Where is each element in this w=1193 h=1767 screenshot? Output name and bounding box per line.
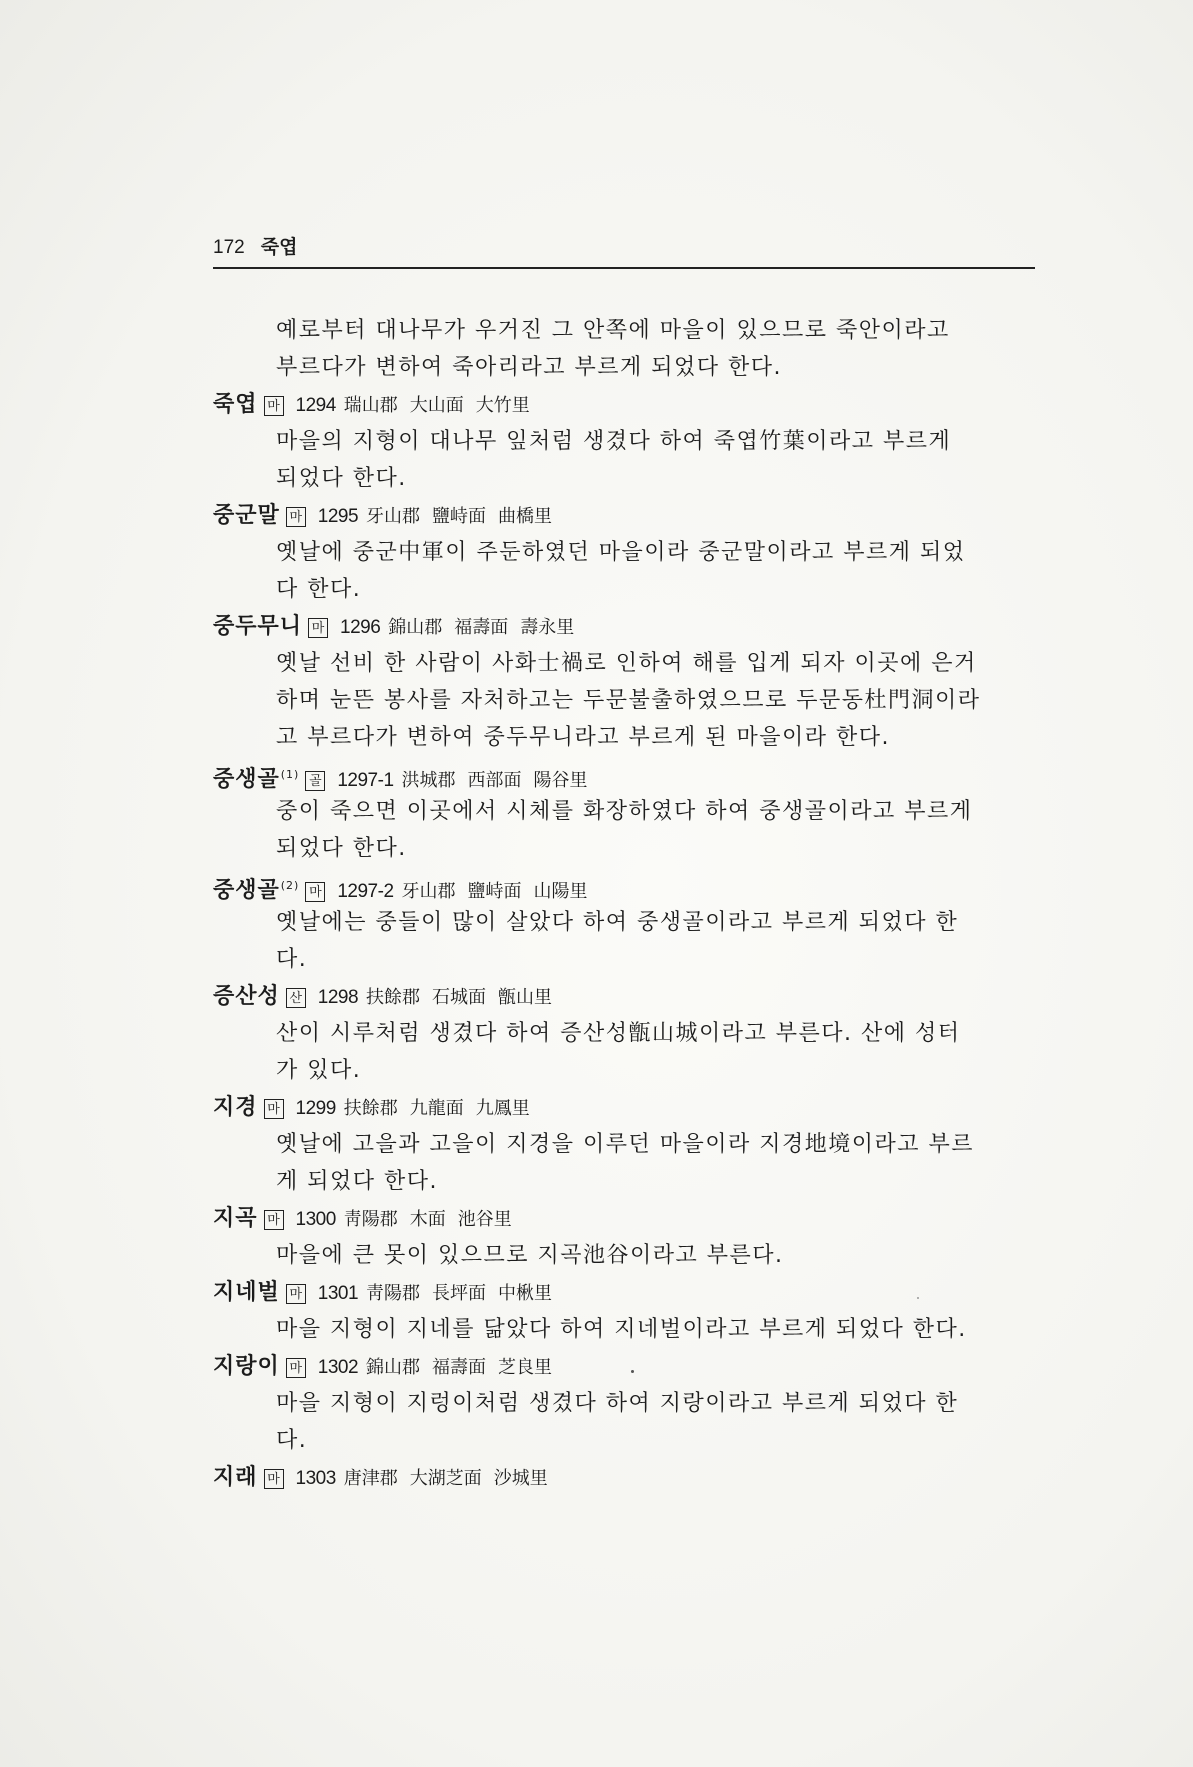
entry-headword-line (213, 978, 1035, 1015)
text-line: 옛날에 중군中軍이 주둔하였던 마을이라 중군말이라고 부르게 되었 (276, 540, 966, 565)
entry-number: 1303 (295, 1468, 336, 1489)
entry-county: 扶餘郡 (343, 1098, 398, 1119)
entry-name (213, 767, 299, 792)
entry-county: 瑞山郡 (343, 395, 398, 416)
entry-township: 木面 (409, 1209, 446, 1230)
entry-kind-box: 마 (308, 618, 328, 638)
entry-township: 石城面 (432, 987, 487, 1008)
entry-village: 大竹里 (475, 395, 530, 416)
entry-name (213, 503, 280, 528)
text-line: 옛날에 고을과 고을이 지경을 이루던 마을이라 지경地境이라고 부르 (276, 1132, 975, 1157)
text-line: 중이 죽으면 이곳에서 시체를 화장하였다 하여 중생골이라고 부르게 (276, 799, 973, 824)
entry-kind-box: 마 (286, 1358, 306, 1378)
entry-description (213, 1311, 1035, 1348)
entry-township: 鹽峙面 (467, 881, 522, 902)
entry-village: 陽谷里 (533, 770, 588, 791)
entry-headword-line (213, 497, 1035, 534)
entry-kind-box: 마 (286, 507, 306, 527)
text-line: 다. (276, 1428, 308, 1453)
entry-name-text: 지곡 (213, 1206, 258, 1231)
entry (213, 1348, 1035, 1459)
page-header (213, 233, 1035, 269)
entry (213, 608, 1035, 756)
entry-county: 洪城郡 (401, 770, 456, 791)
entry-headword-line (213, 756, 1035, 793)
entry-kind-box: 마 (264, 1210, 284, 1230)
text-line: 고 부르다가 변하여 중두무니라고 부르게 된 마을이라 한다. (276, 725, 890, 750)
text-line: 옛날 선비 한 사람이 사화士禍로 인하여 해를 입게 되자 이곳에 은거 (276, 651, 977, 676)
entry-county: 牙山郡 (366, 506, 421, 527)
entry-description (213, 1385, 1035, 1459)
running-title: 죽엽 (260, 236, 298, 258)
entry-township: 九龍面 (409, 1098, 464, 1119)
entry (213, 756, 1035, 867)
entry-headword-line (213, 1089, 1035, 1126)
entry-description (213, 793, 1035, 867)
text-line: 하며 눈뜬 봉사를 자처하고는 두문불출하였으므로 두문동杜門洞이라 (276, 688, 981, 713)
entry-township: 大湖芝面 (409, 1468, 482, 1489)
text-line: 마을 지형이 지렁이처럼 생겼다 하여 지랑이라고 부르게 되었다 한 (276, 1391, 959, 1416)
entry-name-text: 지래 (213, 1465, 258, 1490)
entry (213, 1274, 1035, 1348)
entries (213, 386, 1035, 1496)
entry-village: 山陽里 (533, 881, 588, 902)
entry-village: 曲橋里 (498, 506, 553, 527)
entry-description (213, 1126, 1035, 1200)
entry-village: 九鳳里 (475, 1098, 530, 1119)
entry-kind-box: 마 (305, 882, 325, 902)
entry-name (213, 614, 302, 639)
entry-name-text: 지경 (213, 1095, 258, 1120)
entry (213, 386, 1035, 497)
entry (213, 867, 1035, 978)
entry-kind-box: 마 (264, 1469, 284, 1489)
entry-variant-mark: (2) (280, 879, 300, 892)
entry-kind-box: 마 (264, 396, 284, 416)
entry-name-text: 중생골 (213, 878, 280, 903)
entry-township: 鹽峙面 (432, 506, 487, 527)
entry-variant-mark: (1) (280, 768, 300, 781)
page-number: 172 (213, 237, 245, 258)
text-line: 예로부터 대나무가 우거진 그 안쪽에 마을이 있으므로 죽안이라고 (276, 318, 950, 343)
text-line: 산이 시루처럼 생겼다 하여 증산성甑山城이라고 부른다. 산에 성터 (276, 1021, 961, 1046)
entry-number: 1296 (340, 617, 381, 638)
entry-name (213, 392, 258, 417)
entry-name-text: 중두무니 (213, 614, 303, 639)
entry-name (213, 878, 299, 903)
entry (213, 1459, 1035, 1496)
entry-county: 錦山郡 (366, 1357, 421, 1378)
entry-number: 1299 (295, 1098, 336, 1119)
entry (213, 497, 1035, 608)
entry-description (213, 1015, 1035, 1089)
entry-kind-box: 마 (264, 1099, 284, 1119)
entry-number: 1294 (295, 395, 336, 416)
entry-village: 壽永里 (520, 617, 575, 638)
entry-county: 錦山郡 (388, 617, 443, 638)
entry-village: 中楸里 (498, 1283, 553, 1304)
print-speck (917, 1297, 919, 1299)
entry-kind-box: 마 (286, 1284, 306, 1304)
entry-township: 長坪面 (432, 1283, 487, 1304)
text-line: 다 한다. (276, 577, 362, 602)
entry-headword-line (213, 608, 1035, 645)
entry-description (213, 534, 1035, 608)
entry-name-text: 중군말 (213, 503, 280, 528)
entry-number: 1295 (317, 506, 359, 527)
entry-description (213, 904, 1035, 978)
entry-headword-line (213, 867, 1035, 904)
entry-name-text: 지네벌 (213, 1280, 280, 1305)
text-line: 되었다 한다. (276, 466, 407, 491)
entry-county: 扶餘郡 (366, 987, 421, 1008)
entry-name-text: 증산성 (213, 984, 280, 1009)
entry-number: 1302 (317, 1357, 359, 1378)
entry-number: 1297-2 (337, 881, 394, 902)
entry-name-text: 지랑이 (213, 1354, 280, 1379)
entry-name (213, 1206, 258, 1231)
entry (213, 1200, 1035, 1274)
text-line: 마을에 큰 못이 있으므로 지곡池谷이라고 부른다. (276, 1243, 784, 1268)
entry-township: 西部面 (467, 770, 522, 791)
entry-village: 甑山里 (498, 987, 553, 1008)
entry-headword-line (213, 1200, 1035, 1237)
entry-county: 唐津郡 (343, 1468, 398, 1489)
text-line: 되었다 한다. (276, 836, 407, 861)
entry-number: 1297-1 (337, 770, 394, 791)
entry (213, 978, 1035, 1089)
entry-name-text: 중생골 (213, 767, 280, 792)
entry-headword-line (213, 1459, 1035, 1496)
entry-county: 靑陽郡 (343, 1209, 398, 1230)
entry-township: 大山面 (409, 395, 464, 416)
entry-county: 靑陽郡 (366, 1283, 421, 1304)
text-line: 마을의 지형이 대나무 잎처럼 생겼다 하여 죽엽竹葉이라고 부르게 (276, 429, 952, 454)
entry-township: 福壽面 (454, 617, 509, 638)
continued-text (213, 312, 1035, 386)
entry-county: 牙山郡 (401, 881, 456, 902)
entry-name (213, 1465, 258, 1490)
entry-number: 1300 (295, 1209, 336, 1230)
text-line: 마을 지형이 지네를 닮았다 하여 지네벌이라고 부르게 되었다 한다. (276, 1317, 967, 1342)
entry (213, 1089, 1035, 1200)
entry-number: 1298 (317, 987, 359, 1008)
text-line: 게 되었다 한다. (276, 1169, 438, 1194)
entry-village: 芝良里 (498, 1357, 553, 1378)
entry-headword-line (213, 1348, 1035, 1385)
entry-village: 池谷里 (457, 1209, 512, 1230)
entry-headword-line (213, 1274, 1035, 1311)
entry-name-text: 죽엽 (213, 392, 258, 417)
entry-list (213, 312, 1035, 1496)
entry-name (213, 1354, 280, 1379)
text-line: 가 있다. (276, 1058, 362, 1083)
entry-description (213, 423, 1035, 497)
entry-number: 1301 (317, 1283, 359, 1304)
entry-description (213, 645, 1035, 756)
text-line: 부르다가 변하여 죽아리라고 부르게 되었다 한다. (276, 355, 783, 380)
text-line: 다. (276, 947, 308, 972)
entry-township: 福壽面 (432, 1357, 487, 1378)
entry-description (213, 1237, 1035, 1274)
entry-name (213, 1280, 280, 1305)
entry-name (213, 984, 280, 1009)
text-line: 옛날에는 중들이 많이 살았다 하여 중생골이라고 부르게 되었다 한 (276, 910, 959, 935)
print-speck (631, 1370, 634, 1373)
entry-village: 沙城里 (493, 1468, 548, 1489)
entry-kind-box: 산 (286, 988, 306, 1008)
entry-kind-box: 골 (305, 771, 325, 791)
entry-headword-line (213, 386, 1035, 423)
entry-name (213, 1095, 258, 1120)
